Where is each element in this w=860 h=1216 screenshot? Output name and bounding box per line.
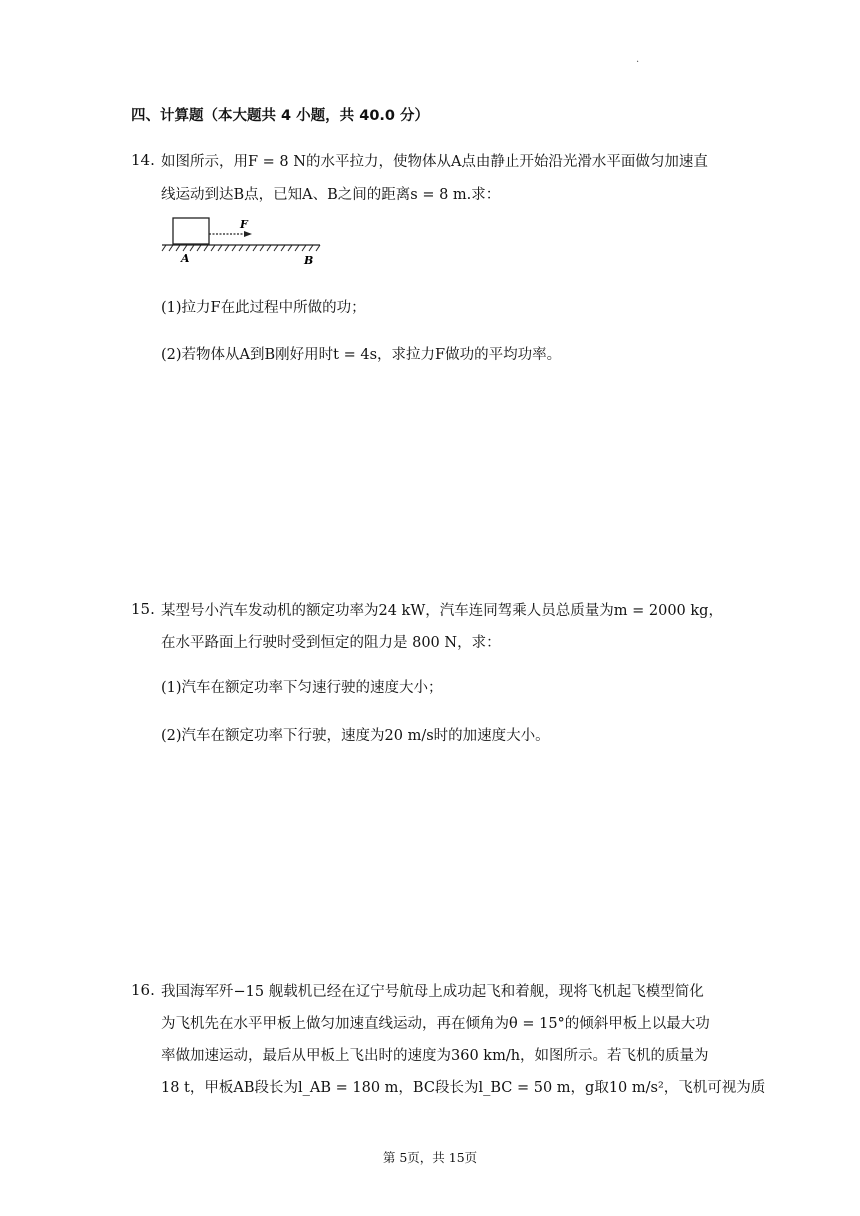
question-text-line: 某型号小汽车发动机的额定功率为24 kW，汽车连同驾乘人员总质量为m = 2000 kg， <box>161 603 723 619</box>
force-label: F <box>240 218 248 231</box>
question-text-line: 我国海军歼−15 舰载机已经在辽宁号航母上成功起飞和着舰，现将飞机起飞模型简化 <box>161 984 704 1000</box>
question-text-line: 线运动到达B点，已知A、B之间的距离s = 8 m.求： <box>161 187 501 203</box>
section-title: 四、计算题（本大题共 4 小题，共 40.0 分） <box>131 108 430 124</box>
sub-question: (1)拉力F在此过程中所做的功； <box>161 300 366 316</box>
header-mark: . <box>636 54 640 65</box>
force-diagram <box>160 212 330 267</box>
question-text-line: 18 t，甲板AB段长为l_AB = 180 m，BC段长为l_BC = 50 m，g取10 m/s²，飞机可视为质 <box>161 1080 766 1096</box>
question-text-line: 在水平路面上行驶时受到恒定的阻力是 800 N，求： <box>161 635 501 651</box>
sub-question: (2)若物体从A到B刚好用时t = 4s，求拉力F做功的平均功率。 <box>161 347 562 363</box>
question-number: 14. <box>131 151 155 169</box>
block <box>173 218 209 244</box>
sub-question: (2)汽车在额定功率下行驶，速度为20 m/s时的加速度大小。 <box>161 728 550 744</box>
sub-question: (1)汽车在额定功率下匀速行驶的速度大小； <box>161 680 443 696</box>
page-footer: 第 5页，共 15页 <box>382 1150 478 1165</box>
point-b-label: B <box>304 254 314 267</box>
question-number: 15. <box>131 600 155 618</box>
question-text-line: 率做加速运动，最后从甲板上飞出时的速度为360 km/h，如图所示。若飞机的质量为 <box>161 1048 709 1064</box>
force-arrow <box>244 231 252 237</box>
point-a-label: A <box>181 252 190 265</box>
question-text-line: 如图所示，用F = 8 N的水平拉力，使物体从A点由静止开始沿光滑水平面做匀加速直 <box>161 154 708 170</box>
question-number: 16. <box>131 981 155 999</box>
ground-hatching <box>162 245 320 251</box>
question-text-line: 为飞机先在水平甲板上做匀加速直线运动，再在倾角为θ = 15°的倾斜甲板上以最大功 <box>161 1016 710 1032</box>
